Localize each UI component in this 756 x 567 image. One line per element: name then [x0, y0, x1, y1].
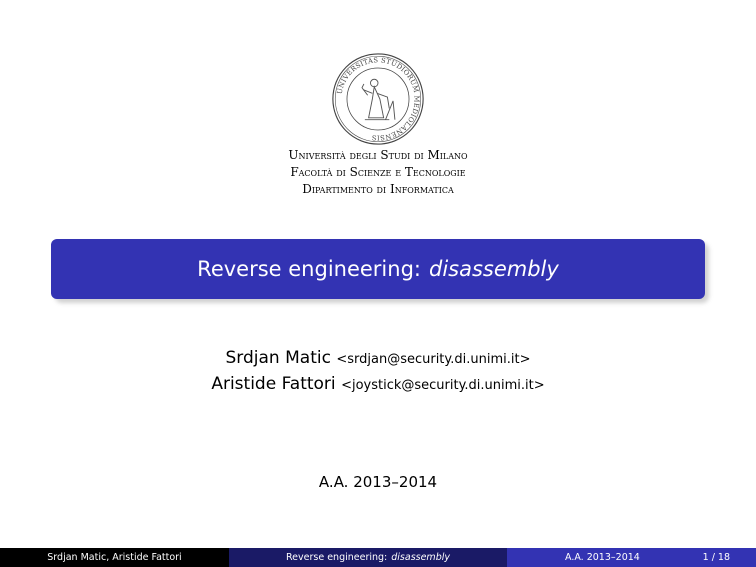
- svg-text:UNIVERSITAS STUDIORUM MEDIOLAN: [336, 56, 421, 141]
- footer-title-main: Reverse engineering:: [286, 552, 388, 563]
- footer-bar: [0, 548, 756, 567]
- faculty-name: Facoltà di Scienze e Tecnologie: [290, 165, 466, 179]
- footer-authors: [0, 548, 229, 567]
- title-emphasis: disassembly: [428, 257, 559, 281]
- academic-year: A.A. 2013–2014: [318, 473, 438, 491]
- footer-authors-text: Srdjan Matic, Aristide Fattori: [47, 552, 182, 563]
- footer-year: A.A. 2013–2014: [565, 552, 640, 563]
- author-line: [0, 371, 756, 399]
- department-name: Dipartimento di Informatica: [302, 182, 454, 196]
- footer-page-number: 1 / 18: [702, 552, 730, 563]
- author-line: [0, 345, 756, 373]
- university-name: Università degli Studi di Milano: [288, 148, 468, 162]
- author-email[interactable]: <joystick@security.di.unimi.it>: [341, 378, 545, 393]
- footer-info: [507, 548, 756, 567]
- author-name: Srdjan Matic: [225, 348, 331, 368]
- title-main: Reverse engineering:: [197, 257, 421, 281]
- title-box: [51, 239, 705, 299]
- university-seal-icon: [331, 52, 425, 146]
- author-name: Aristide Fattori: [211, 374, 336, 394]
- author-email[interactable]: <srdjan@security.di.unimi.it>: [336, 352, 531, 367]
- footer-title-emphasis: disassembly: [391, 552, 450, 563]
- footer-title: [229, 548, 507, 567]
- seal-ring-text: UNIVERSITAS STUDIORUM MEDIOLANENSIS: [335, 56, 421, 142]
